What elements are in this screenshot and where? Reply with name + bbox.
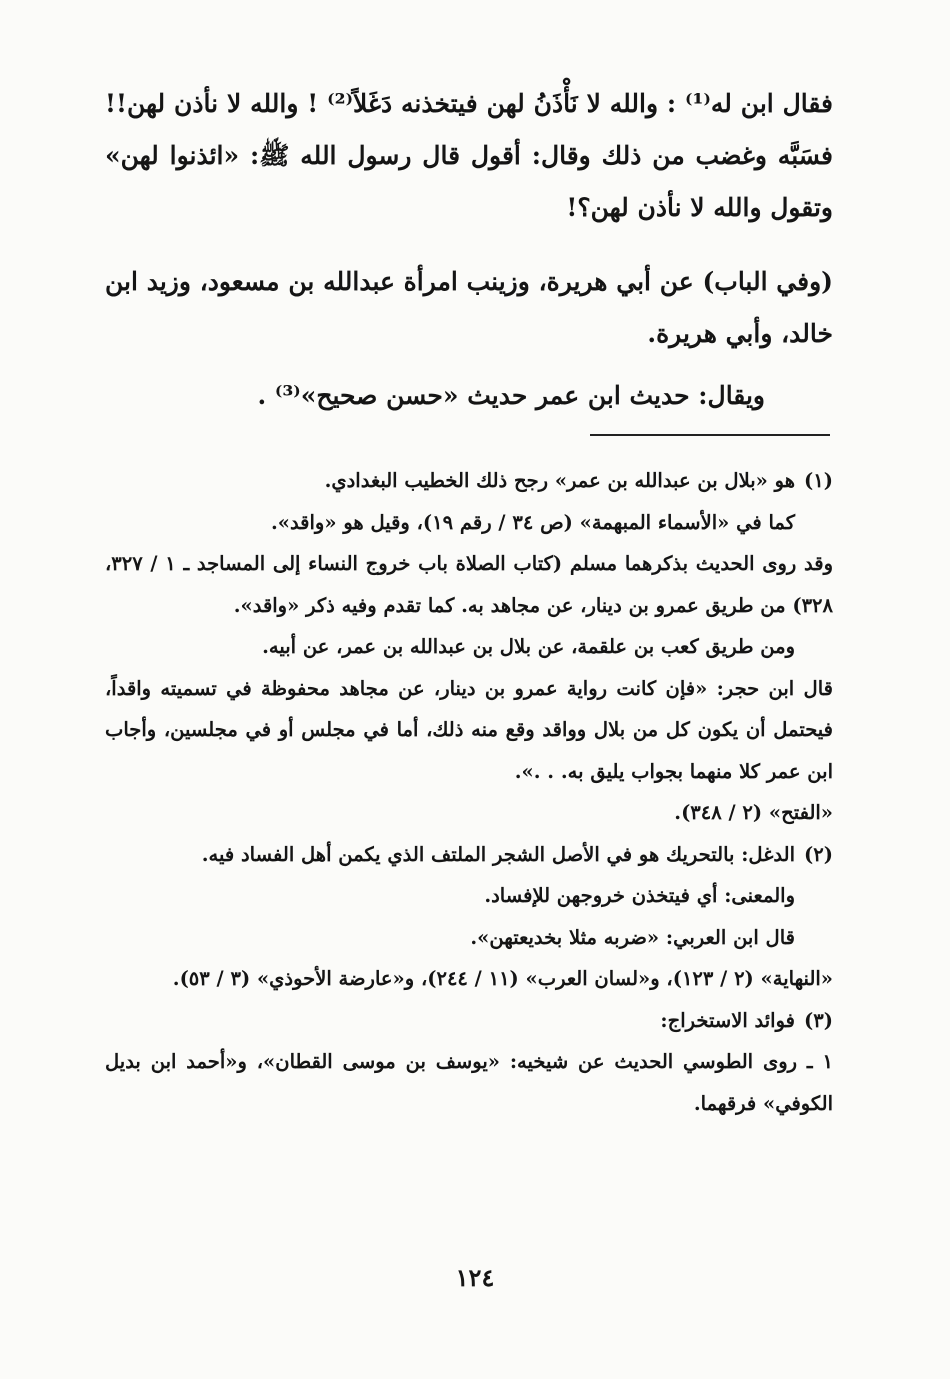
- footnote-3-line2: ١ ـ روى الطوسي الحديث عن شيخيه: «يوسف بن موسى القطان»، و«أحمد ابن بديل الكوفي» فرقهما.: [105, 1050, 833, 1115]
- footnote-3-number: (٣): [804, 1008, 833, 1032]
- footnote-2-line1: الدغل: بالتحريك هو في الأصل الشجر الملتف الذي يكمن أهل الفساد فيه.: [201, 842, 795, 866]
- page-number: ١٢٤: [455, 1263, 495, 1292]
- footnote-1-line3: وقد روى الحديث بذكرهما مسلم (كتاب الصلاة باب خروج النساء إلى المساجد ـ ١ / ٣٢٧، ٣٢٨) من طريق عمرو بن دينار، عن مجاهد به. كما تقدم وفيه ذكر «واقد».: [105, 552, 833, 617]
- footnote-1-line4: ومن طريق كعب بن علقمة، عن بلال بن عبدالله بن عمر، عن أبيه.: [262, 635, 795, 658]
- footnote-1-line2: كما في «الأسماء المبهمة» (ص ٣٤ / رقم ١٩)، وقيل هو «واقد».: [270, 510, 795, 534]
- main-paragraph-1: فقال ابن له⁽¹⁾ : والله لا نَأْذَنُ لهن فيتخذنه دَغَلاً⁽²⁾ ! والله لا نأذن لهن!! فسَبَّه وغضب من ذلك وقال: أقول قال رسول الله ﷺ: «ائذنوا لهن» وتقول والله لا نأذن لهن؟!: [105, 89, 833, 222]
- footnote-1-number: (١): [804, 469, 833, 492]
- footnote-2-line2: والمعنى: أي فيتخذن خروجهن للإفساد.: [484, 884, 795, 907]
- footnote-2-number: (٢): [804, 842, 833, 866]
- footnote-1-first: [105, 460, 833, 502]
- footnote-1-line6: «الفتح» (٢ / ٣٤٨).: [674, 801, 833, 824]
- footnote-3-first: [105, 1000, 833, 1042]
- main-paragraph-2: (وفي الباب) عن أبي هريرة، وزينب امرأة عبدالله بن مسعود، وزيد ابن خالد، وأبي هريرة.: [105, 267, 833, 348]
- footnote-2-line3: قال ابن العربي: «ضربه مثلا بخديعتهن».: [470, 925, 795, 949]
- footnote-2-first: [105, 834, 833, 876]
- footnote-separator: [590, 434, 830, 436]
- footnote-2-line4: «النهاية» (٢ / ١٢٣)، و«لسان العرب» (١١ / ٢٤٤)، و«عارضة الأحوذي» (٣ / ٥٣).: [172, 967, 833, 990]
- footnote-1-line1: هو «بلال بن عبدالله بن عمر» رجح ذلك الخطيب البغدادي.: [324, 469, 795, 492]
- main-paragraph-3: ويقال: حديث ابن عمر حديث «حسن صحيح»⁽³⁾ .: [257, 381, 765, 410]
- footnote-1-line5: قال ابن حجر: «فإن كانت رواية عمرو بن دينار، عن مجاهد محفوظة في تسميته واقداً، فيحتمل أن يكون كل من بلال وواقد وقع منه ذلك، أما في مجلس أو في مجلسين، وأجاب ابن عمر كلا منهما بجواب يليق به. . .».: [105, 676, 833, 783]
- footnote-3-line1: فوائد الاستخراج:: [660, 1008, 795, 1032]
- footnotes: [105, 460, 833, 1124]
